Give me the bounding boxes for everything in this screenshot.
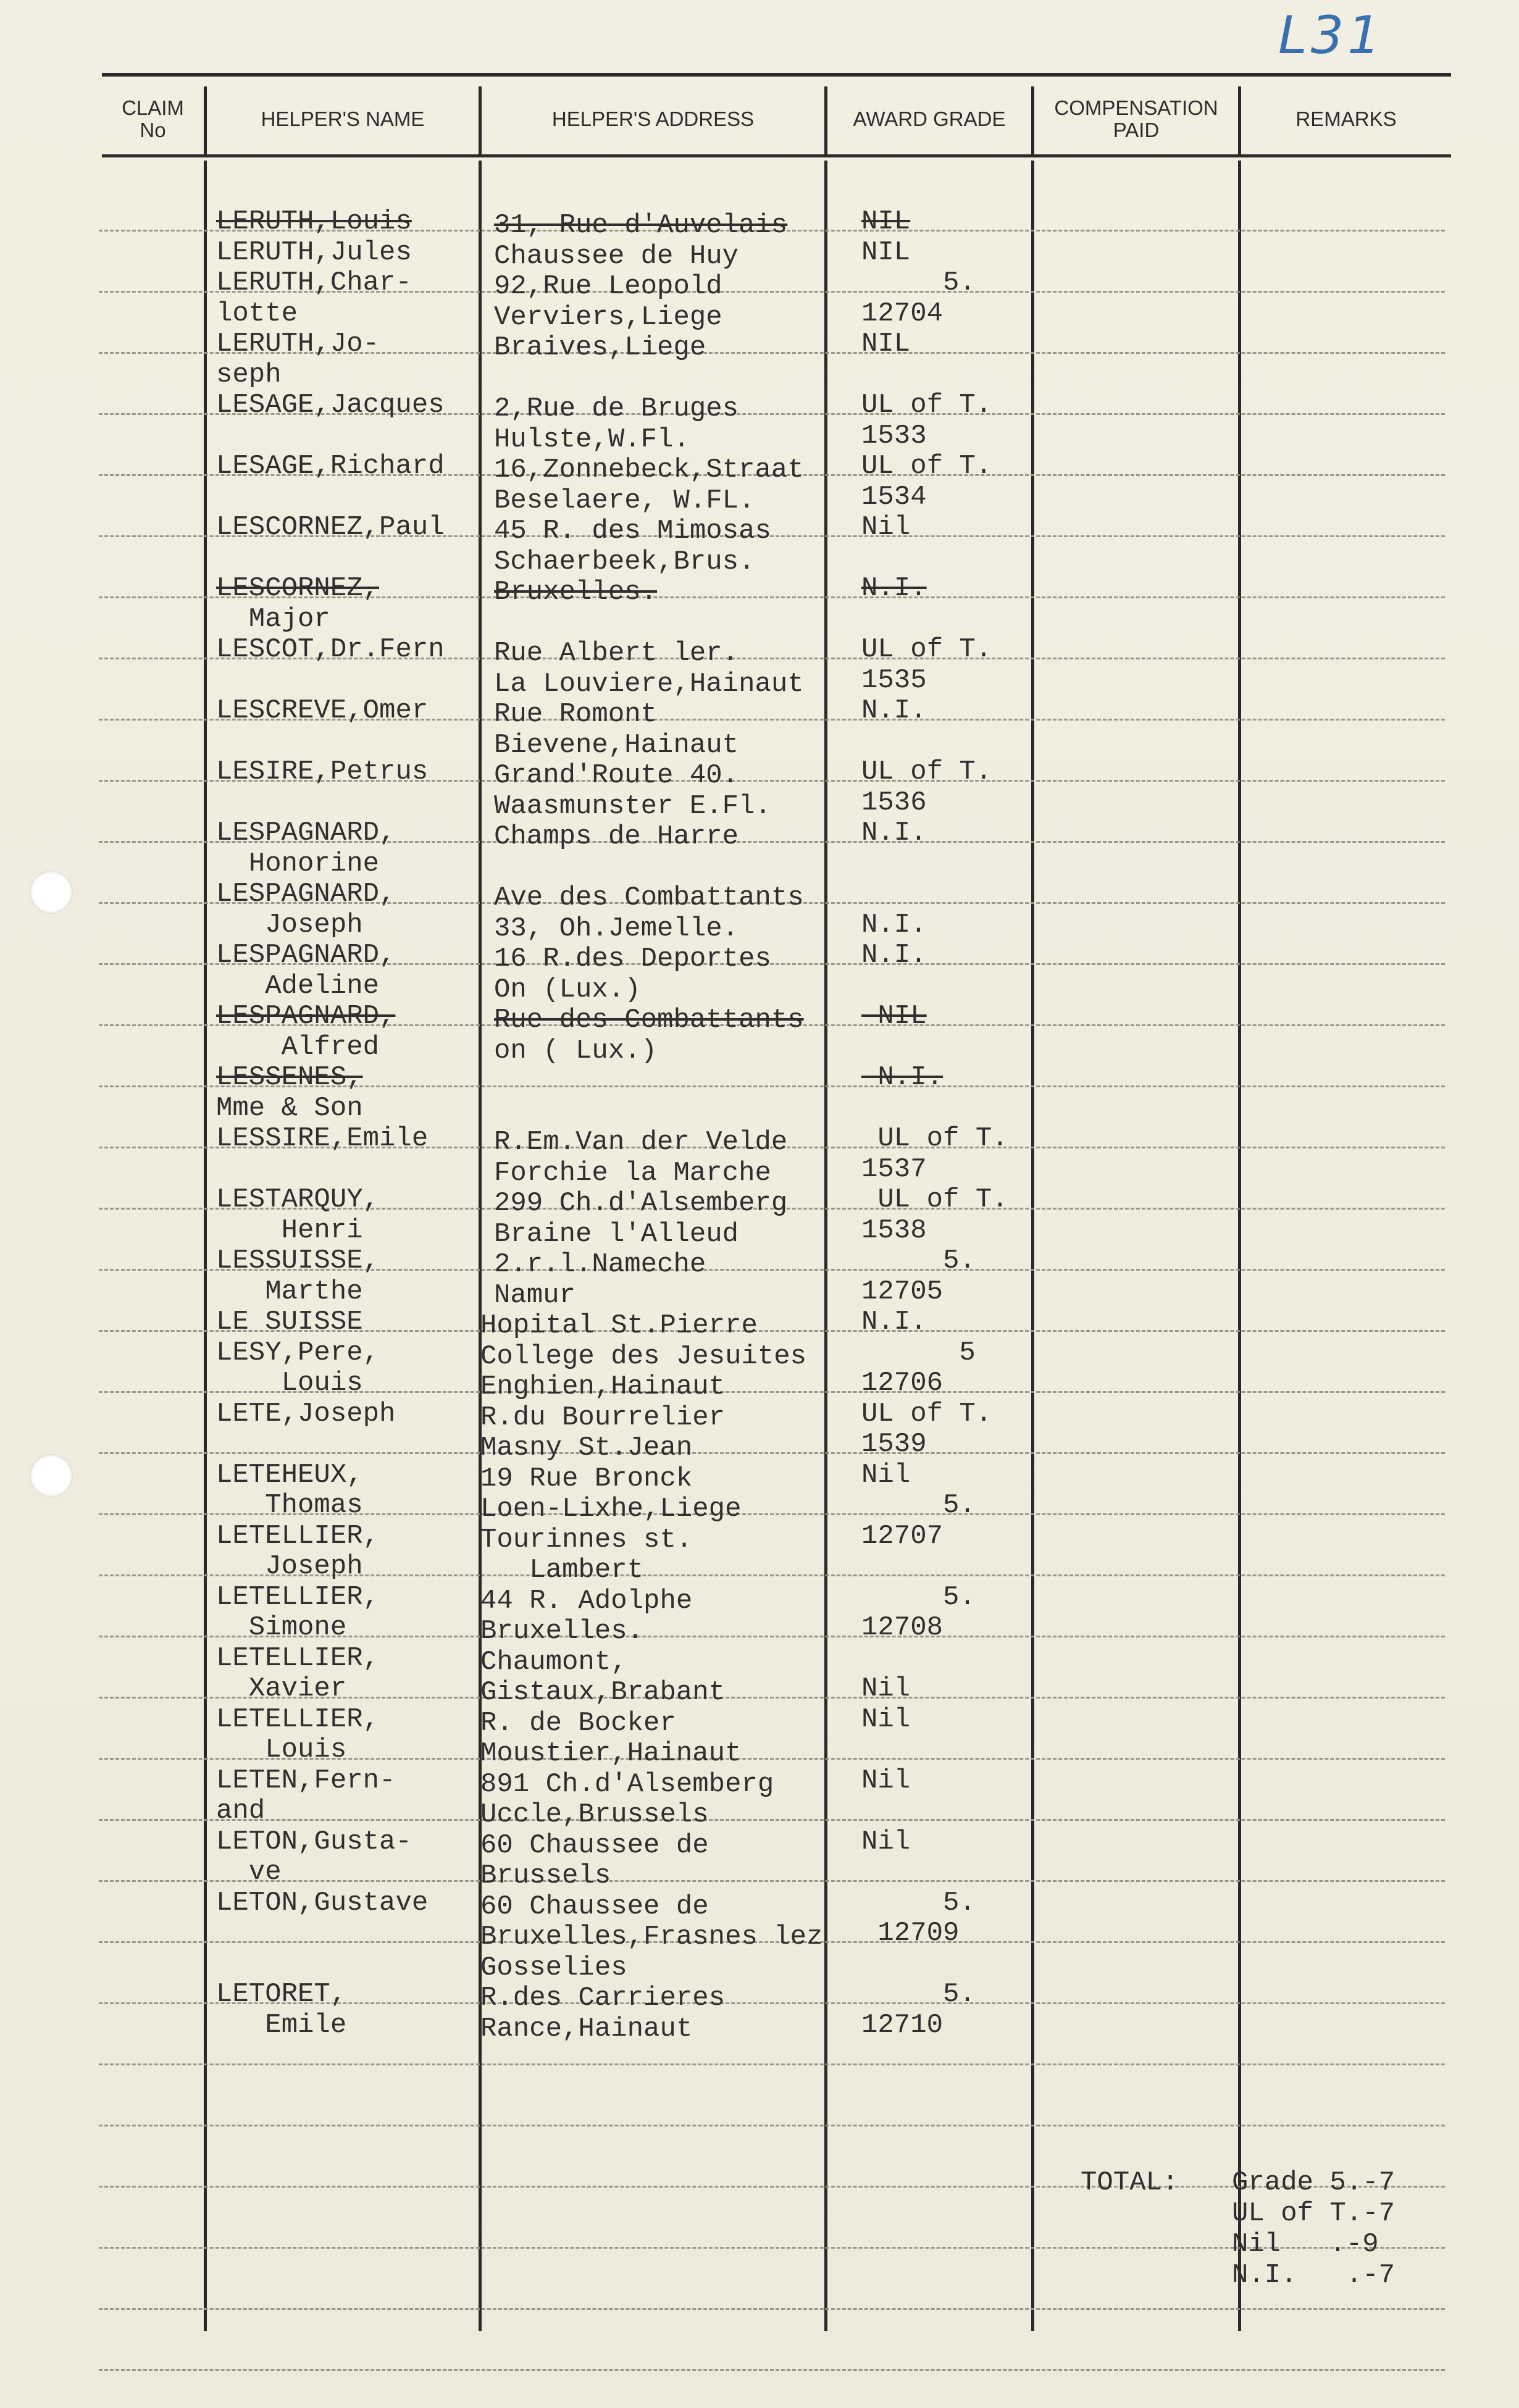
helper-name: LESCORNEZ, xyxy=(216,573,380,604)
helper-name: LESY,Pere, xyxy=(216,1337,380,1368)
helper-name: Alfred xyxy=(216,1031,380,1063)
helper-name: Xavier xyxy=(216,1673,347,1704)
helper-name: LERUTH,Char- xyxy=(216,267,412,298)
helper-name: Honorine xyxy=(216,848,380,879)
helper-address: Verviers,Liege xyxy=(494,301,722,333)
award-grade: N.I. xyxy=(861,909,927,940)
helper-name: LESCOT,Dr.Fern xyxy=(216,634,445,665)
award-grade: 12704 xyxy=(861,298,944,329)
helper-name: LESAGE,Richard xyxy=(216,451,445,482)
header-name: HELPER'S NAME xyxy=(261,107,425,130)
helper-address: Hopital St.Pierre xyxy=(480,1310,758,1341)
header-award: AWARD GRADE xyxy=(853,107,1006,130)
helper-address: Ave des Combattants xyxy=(494,882,804,913)
helper-address: Bruxelles. xyxy=(494,577,658,608)
total-label: TOTAL: xyxy=(1081,2167,1179,2198)
helper-name: LESPAGNARD, xyxy=(216,879,396,909)
helper-name: Adeline xyxy=(216,970,380,1001)
helper-address: 31, Rue d'Auvelais xyxy=(494,210,788,241)
helper-address: Forchie la Marche xyxy=(494,1157,771,1189)
award-grade: 1538 xyxy=(861,1214,927,1246)
helper-address: Moustier,Hainaut xyxy=(480,1738,742,1769)
helper-address: Champs de Harre xyxy=(494,821,739,852)
helper-name: LE SUISSE xyxy=(216,1306,363,1337)
award-grade: 1536 xyxy=(861,787,927,818)
award-grade: NIL xyxy=(861,1001,927,1032)
award-grade: Nil xyxy=(861,1704,911,1735)
award-grade: 12707 xyxy=(861,1520,944,1552)
helper-address: Beselaere, W.FL. xyxy=(494,485,755,516)
helper-address: Grand'Route 40. xyxy=(494,760,739,791)
award-grade: N.I. xyxy=(861,1062,944,1093)
header-claim: CLAIM No xyxy=(122,96,184,141)
helper-name: LETE,Joseph xyxy=(216,1398,396,1429)
col-divider xyxy=(204,86,207,157)
award-grade: 1534 xyxy=(861,481,927,512)
helper-address: on ( Lux.) xyxy=(494,1035,658,1066)
helper-address: R.du Bourrelier xyxy=(480,1402,726,1433)
helper-address: 44 R. Adolphe xyxy=(480,1585,693,1616)
helper-name: LESPAGNARD, xyxy=(216,1001,396,1032)
helper-name: LESIRE,Petrus xyxy=(216,756,429,787)
table-row xyxy=(0,2009,1519,2075)
helper-name: Emile xyxy=(216,2009,347,2041)
helper-name: Louis xyxy=(216,1368,363,1398)
helper-address: Braives,Liege xyxy=(494,332,706,363)
award-grade: N.I. xyxy=(861,1306,927,1337)
helper-address: Lambert xyxy=(480,1555,644,1586)
award-grade: N.I. xyxy=(861,940,927,971)
award-grade: 12706 xyxy=(861,1368,944,1398)
helper-address: Chaumont, xyxy=(480,1646,627,1678)
helper-address: Rue Albert ler. xyxy=(494,638,739,669)
award-grade: 5. xyxy=(861,1887,976,1918)
header-address: HELPER'S ADDRESS xyxy=(551,107,755,130)
helper-name: LESCREVE,Omer xyxy=(216,695,429,726)
award-grade: 1533 xyxy=(861,420,927,451)
helper-address: Chaussee de Huy xyxy=(494,240,739,272)
helper-address: Uccle,Brussels xyxy=(480,1799,709,1830)
page-number: L31 xyxy=(1278,5,1384,65)
helper-name: seph xyxy=(216,359,282,390)
helper-address: Rance,Hainaut xyxy=(480,2013,693,2044)
award-grade: 1535 xyxy=(861,664,927,696)
helper-name: LERUTH,Jules xyxy=(216,236,412,268)
award-grade: UL of T. xyxy=(861,1184,1008,1215)
award-grade: UL of T. xyxy=(861,634,992,665)
helper-address: 891 Ch.d'Alsemberg xyxy=(480,1768,774,1800)
helper-name: and xyxy=(216,1796,266,1826)
helper-address: Tourinnes st. xyxy=(480,1524,693,1555)
award-grade: 5 xyxy=(861,1337,976,1368)
helper-address: 45 R. des Mimosas xyxy=(494,516,771,546)
helper-name: Marthe xyxy=(216,1276,363,1307)
award-grade: NIL xyxy=(861,236,911,268)
col-divider xyxy=(824,86,827,157)
helper-address: 60 Chaussee de xyxy=(480,1829,709,1861)
helper-name: Henri xyxy=(216,1214,363,1246)
helper-name: ve xyxy=(216,1857,282,1888)
helper-address: R. de Bocker xyxy=(480,1707,676,1739)
row-rule xyxy=(99,2125,1445,2126)
award-grade: NIL xyxy=(861,206,911,237)
helper-address: 2,Rue de Bruges xyxy=(494,393,739,424)
helper-address: 2.r.l.Nameche xyxy=(494,1249,706,1280)
helper-address: Brussels xyxy=(480,1860,611,1891)
helper-name: Major xyxy=(216,603,330,635)
total-line: UL of T.-7 xyxy=(1232,2198,1396,2229)
helper-address: Rue Romont xyxy=(494,699,658,730)
helper-address: Schaerbeek,Brus. xyxy=(494,546,755,577)
award-grade: Nil xyxy=(861,1826,911,1857)
award-grade: N.I. xyxy=(861,817,927,848)
award-grade: NIL xyxy=(861,328,911,359)
total-line: Grade 5.-7 xyxy=(1232,2167,1396,2198)
helper-name: LESPAGNARD, xyxy=(216,940,396,971)
helper-name: LETELLIER, xyxy=(216,1520,380,1552)
helper-name: Mme & Son xyxy=(216,1092,363,1124)
helper-address: R.Em.Van der Velde xyxy=(494,1127,788,1158)
helper-name: Joseph xyxy=(216,1551,363,1582)
helper-name: LESSIRE,Emile xyxy=(216,1123,429,1154)
award-grade: UL of T. xyxy=(861,1398,992,1429)
helper-name: lotte xyxy=(216,298,298,329)
award-grade: N.I. xyxy=(861,573,927,604)
helper-name: LETON,Gusta- xyxy=(216,1826,412,1857)
row-rule xyxy=(99,2369,1445,2371)
award-grade: UL of T. xyxy=(861,390,992,420)
helper-name: LETELLIER, xyxy=(216,1581,380,1613)
award-grade: 12709 xyxy=(861,1918,960,1949)
row-rule xyxy=(99,2308,1445,2310)
award-grade: 1539 xyxy=(861,1429,927,1460)
award-grade: UL of T. xyxy=(861,756,992,787)
award-grade: 5. xyxy=(861,1581,976,1613)
header-remarks: REMARKS xyxy=(1295,107,1397,130)
header-rule xyxy=(102,154,1451,157)
helper-address: Gistaux,Brabant xyxy=(480,1677,726,1708)
helper-name: LETELLIER, xyxy=(216,1704,380,1735)
helper-address: Bruxelles,Frasnes lez xyxy=(480,1921,823,1952)
helper-name: Thomas xyxy=(216,1490,363,1521)
helper-address: Bruxelles. xyxy=(480,1616,644,1647)
award-grade: 5. xyxy=(861,1490,976,1521)
helper-address: Waasmunster E.Fl. xyxy=(494,790,771,822)
helper-name: LERUTH,Jo- xyxy=(216,328,380,359)
top-rule xyxy=(102,73,1451,77)
helper-name: LESTARQUY, xyxy=(216,1184,380,1215)
award-grade: 12710 xyxy=(861,2009,944,2041)
helper-address: Braine l'Alleud xyxy=(494,1218,739,1250)
helper-name: LETEHEUX, xyxy=(216,1459,363,1490)
helper-name: LESAGE,Jacques xyxy=(216,390,445,420)
helper-address: 16,Zonnebeck,Straat xyxy=(494,454,804,485)
helper-address: Rue des Combattants xyxy=(494,1005,804,1035)
helper-address: College des Jesuites xyxy=(480,1340,807,1372)
helper-address: Hulste,W.Fl. xyxy=(494,424,690,455)
helper-address: Namur xyxy=(494,1279,576,1311)
col-divider xyxy=(479,86,482,157)
helper-name: Joseph xyxy=(216,909,363,940)
award-grade: 1537 xyxy=(861,1153,927,1185)
award-grade: 5. xyxy=(861,1245,976,1276)
helper-address: 92,Rue Leopold xyxy=(494,271,722,302)
helper-address: Enghien,Hainaut xyxy=(480,1371,726,1402)
helper-address: 19 Rue Bronck xyxy=(480,1463,693,1494)
helper-name: LETELLIER, xyxy=(216,1642,380,1674)
helper-name: LESSUISSE, xyxy=(216,1245,380,1276)
award-grade: Nil xyxy=(861,512,911,543)
helper-name: LESSENES, xyxy=(216,1062,363,1093)
helper-name: Louis xyxy=(216,1734,347,1765)
col-divider xyxy=(1031,86,1034,157)
helper-name: LETON,Gustave xyxy=(216,1887,429,1918)
helper-name: LERUTH,Louis xyxy=(216,206,412,237)
helper-address: 299 Ch.d'Alsemberg xyxy=(494,1188,788,1219)
award-grade: 5. xyxy=(861,267,976,298)
helper-name: LETEN,Fern- xyxy=(216,1765,396,1796)
award-grade: 5. xyxy=(861,1979,976,2010)
award-grade: 12705 xyxy=(861,1276,944,1307)
helper-address: 60 Chaussee de xyxy=(480,1891,709,1922)
award-grade: N.I. xyxy=(861,695,927,726)
award-grade: Nil xyxy=(861,1673,911,1704)
helper-address: Gosselies xyxy=(480,1952,627,1983)
helper-address: Bievene,Hainaut xyxy=(494,729,739,761)
helper-name: LESPAGNARD, xyxy=(216,817,396,848)
total-line: Nil .-9 xyxy=(1232,2229,1379,2260)
helper-address: R.des Carrieres xyxy=(480,1983,726,2013)
helper-address: Loen-Lixhe,Liege xyxy=(480,1494,742,1524)
helper-name: LETORET, xyxy=(216,1979,347,2010)
col-divider xyxy=(1238,86,1241,157)
helper-address: On (Lux.) xyxy=(494,974,641,1005)
award-grade: 12708 xyxy=(861,1612,944,1643)
helper-name: LESCORNEZ,Paul xyxy=(216,512,445,543)
award-grade: Nil xyxy=(861,1459,911,1490)
header-compensation: COMPENSATION PAID xyxy=(1054,96,1218,141)
award-grade: Nil xyxy=(861,1765,911,1796)
total-line: N.I. .-7 xyxy=(1232,2260,1396,2291)
award-grade: UL of T. xyxy=(861,451,992,482)
helper-address: La Louviere,Hainaut xyxy=(494,668,804,700)
helper-address: 16 R.des Deportes xyxy=(494,943,771,974)
award-grade: UL of T. xyxy=(861,1123,1008,1154)
helper-address: Masny St.Jean xyxy=(480,1432,693,1463)
helper-address: 33, Oh.Jemelle. xyxy=(494,913,739,944)
helper-name: Simone xyxy=(216,1612,347,1643)
